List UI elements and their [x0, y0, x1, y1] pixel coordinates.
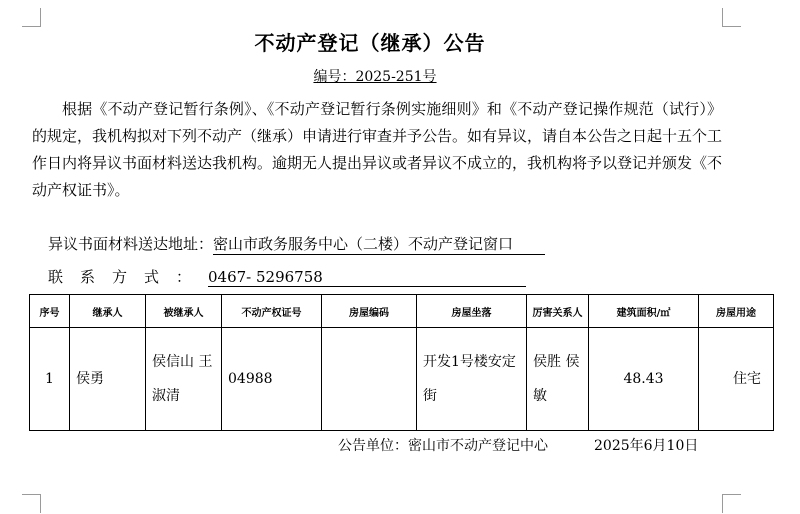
header-cell: 厉害关系人 [527, 295, 589, 328]
cell-floor-area: 48.43 [589, 328, 699, 431]
document-number-text: 编号：2025-251号 [313, 69, 437, 85]
header-cell: 不动产权证号 [222, 295, 322, 328]
header-cell: 建筑面积/㎡ [589, 295, 699, 328]
notice-body: 根据《不动产登记暂行条例》、《不动产登记暂行条例实施细则》和《不动产登记操作规范（试行）》的规定，我机构拟对下列不动产（继承）申请进行审查并予公告。如有异议，请自本公告之日起十五个工作日内将异议书面材料送达我机构。逾期无人提出异议或者异议不成立的，我机构将予以登记并颁发《不动产权证书》。 [32, 100, 723, 199]
crop-mark-bottom-left [22, 494, 41, 513]
document-title: 不动产登记（继承）公告 [254, 31, 486, 55]
announcing-organization: 公告单位：密山市不动产登记中心 [338, 438, 548, 454]
objection-address-line [48, 233, 545, 255]
header-cell: 被继承人 [146, 295, 222, 328]
document-number [0, 66, 750, 86]
objection-address-label: 异议书面材料送达地址： [48, 235, 214, 253]
cell-decedent: 侯信山 王淑清 [146, 328, 222, 431]
cell-house-code [322, 328, 417, 431]
cell-serial-number: 1 [30, 328, 70, 431]
contact-line [48, 266, 526, 287]
header-cell: 继承人 [70, 295, 146, 328]
crop-mark-bottom-right [722, 494, 741, 513]
table-row [30, 328, 774, 431]
objection-address-value: 密山市政务服务中心（二楼）不动产登记窗口 [213, 233, 545, 255]
contact-label: 联系方式： [48, 268, 209, 286]
cell-location: 开发1号楼安定街 [417, 328, 527, 431]
crop-mark-top-right [722, 8, 741, 27]
cell-related-party: 侯胜 侯敏 [527, 328, 589, 431]
announcement-date: 2025年6月10日 [594, 438, 699, 454]
table-header-row [30, 295, 774, 328]
cell-heir: 侯勇 [70, 328, 146, 431]
cell-certificate-number: 04988 [222, 328, 322, 431]
header-cell: 序号 [30, 295, 70, 328]
crop-mark-top-left [22, 8, 41, 27]
cell-house-use: 住宅 [699, 328, 774, 431]
contact-phone: 0467- 5296758 [208, 268, 526, 287]
header-cell: 房屋编码 [322, 295, 417, 328]
registration-table [29, 294, 774, 431]
header-cell: 房屋坐落 [417, 295, 527, 328]
header-cell: 房屋用途 [699, 295, 774, 328]
